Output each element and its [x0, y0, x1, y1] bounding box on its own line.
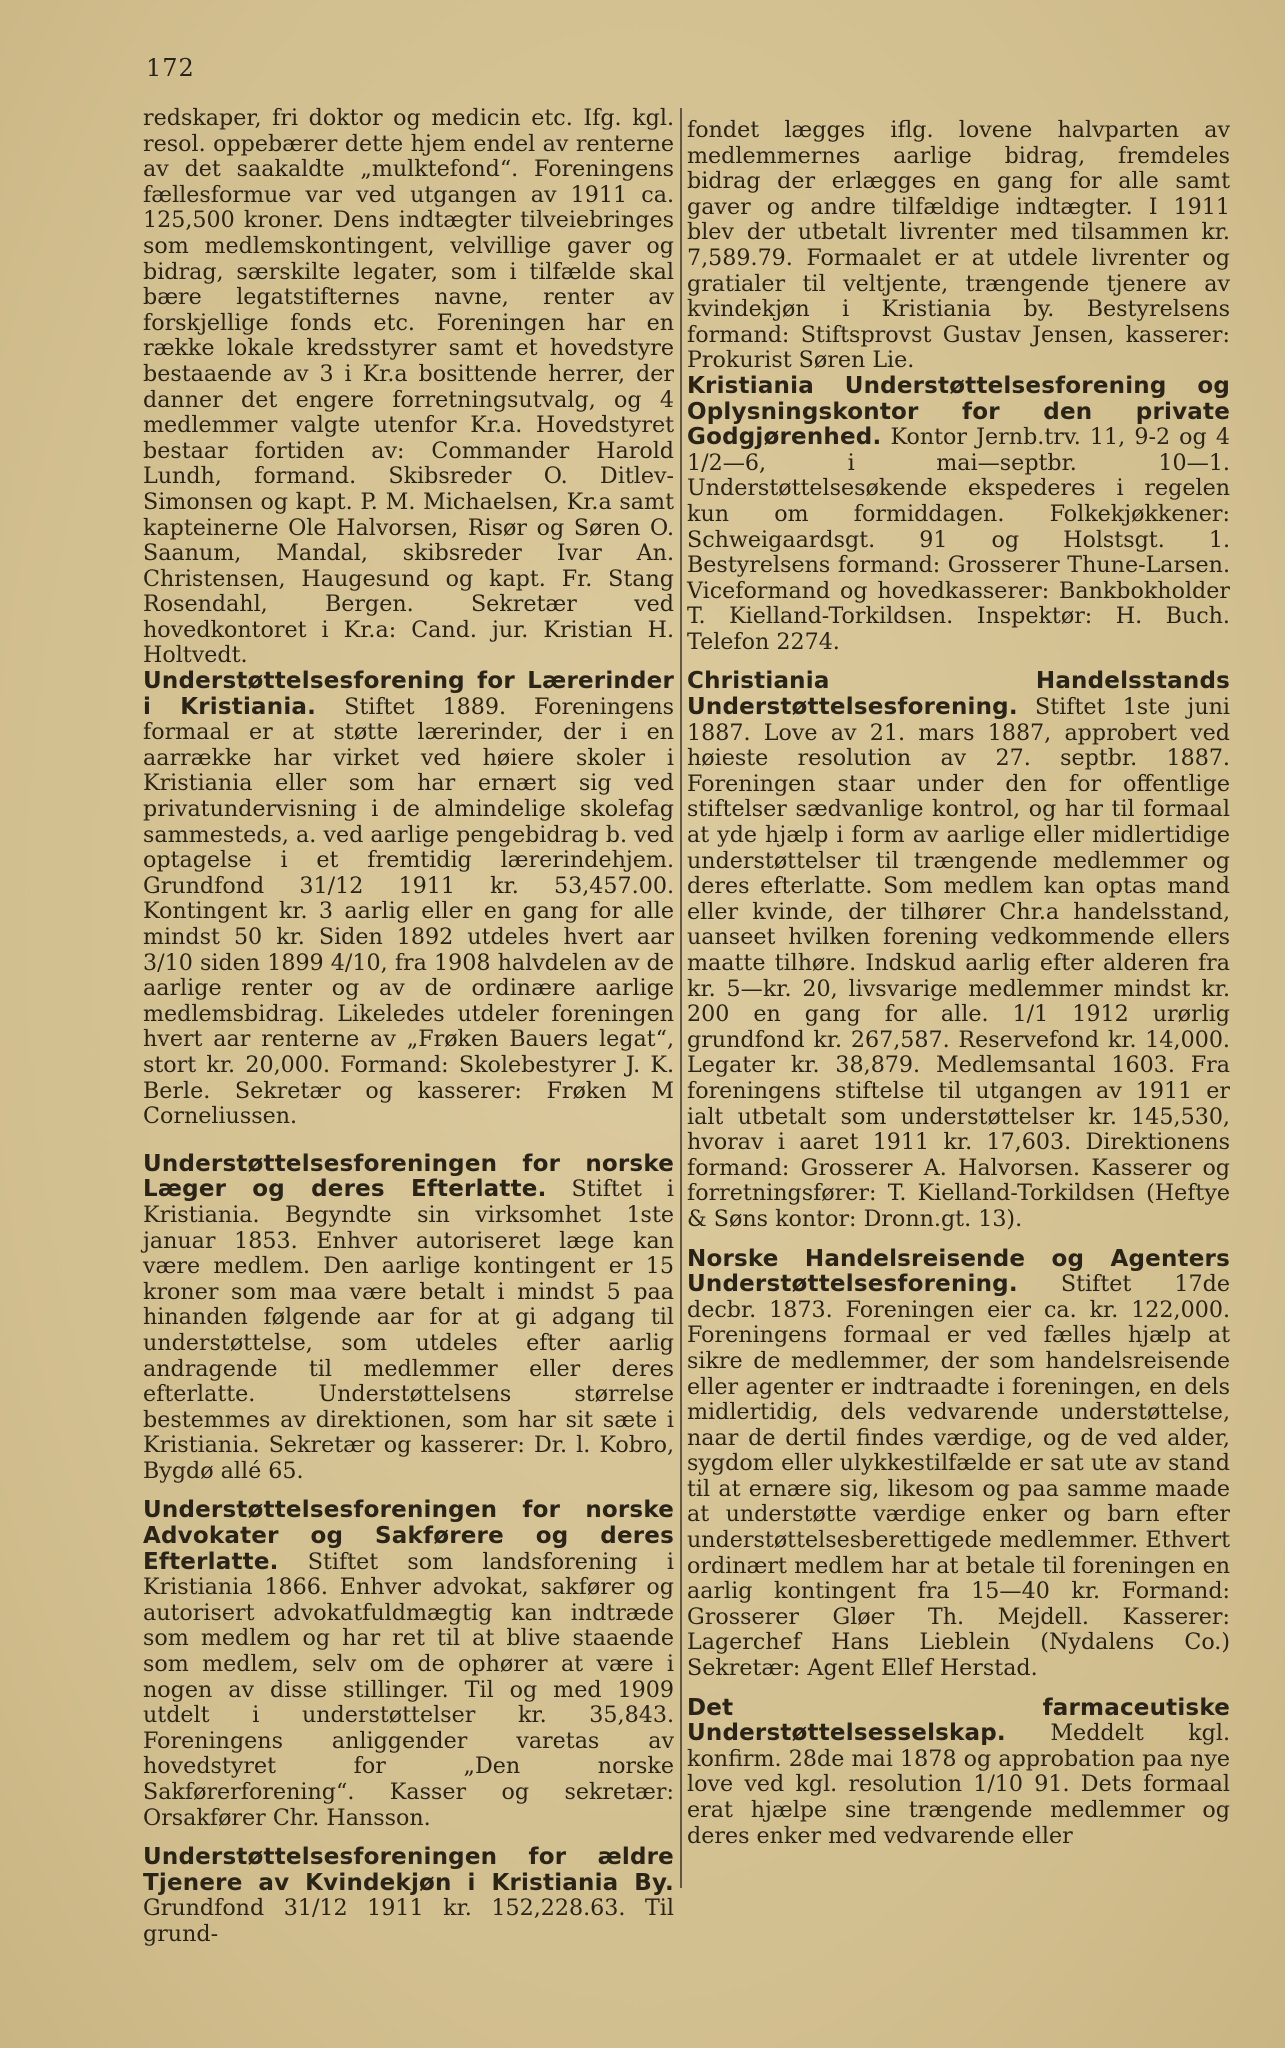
- left-column: [143, 106, 674, 1962]
- entry-laererinder: [143, 669, 674, 1130]
- page-number: 172: [146, 54, 195, 82]
- entry-title: Kristiania Understøttelsesforening og Oplysningskontor for den private Godgjørenhed.: [687, 372, 1230, 451]
- entry-title: Understøttelsesforeningen for norske Advokater og Sakførere og deres Efterlatte.: [143, 1497, 674, 1575]
- right-column: [687, 118, 1230, 1863]
- entry-title: Det farmaceutiske Understøttelsesselskap.: [687, 1694, 1230, 1747]
- entry-body: Stiftet 17de decbr. 1873. Foreningen eier ca. kr. 122,000. Foreningens formaal er ved fælles hjælp at sikre de medlemmer, der som handelsreisende eller agenter er indtraadte i foreningen, en dels midlertidig, dels vedvarende understøttelse, naar de dertil findes værdige, og de ved alder, sygdom eller ulykkestilfælde er sat ute av stand til at ernære sig, likesom og paa samme maade at understøtte værdige enker og barn efter understøttelsesberettigede medlemmer. Ethvert ordinært medlem har at betale til foreningen en aarlig kontingent fra 15—40 kr. Formand: Grosserer Gløer Th. Mejdell. Kasserer: Lagerchef Hans Lieblein (Nydalens Co.) Sekretær: Agent Ellef Herstad.: [687, 1271, 1230, 1682]
- continuation-text: fondet lægges iflg. lovene halvparten av medlemmernes aarlige bidrag, fremdeles bidrag der erlægges en gang for alle samt gaver og andre tilfældige indtægter. I 1911 blev der utbetalt livrenter med tilsammen kr. 7,589.79. Formaalet er at utdele livrenter og gratialer til veltjente, trængende tjenere av kvindekjøn i Kristiania by. Bestyrelsens formand: Stiftsprovst Gustav Jensen, kasserer: Prokurist Søren Lie.: [687, 117, 1230, 374]
- entry-title: Christiania Handelsstands Understøttelsesforening.: [687, 668, 1230, 721]
- entry-body: Kontor Jernb.trv. 11, 9-2 og 4 1/2—6, i mai—septbr. 10—1. Understøttelsesøkende ekspederes i regelen kun om formiddagen. Folkekjøkkener: Schweigaardsgt. 91 og Holstsgt. 1. Bestyrelsens formand: Grosserer Thune-Larsen. Viceformand og hovedkasserer: Bankbokholder T. Kielland-Torkildsen. Inspektør: H. Buch. Telefon 2274.: [687, 424, 1230, 655]
- entry-tjenere: [143, 1845, 674, 1947]
- entry-body: Meddelt kgl. konfirm. 28de mai 1878 og approbation paa nye love ved kgl. resolution 1/10 91. Dets formaal erat hjælpe sine trængende medlemmer og deres enker med vedvarende eller: [687, 1720, 1230, 1849]
- entry-handelsreisende: [687, 1247, 1230, 1682]
- continuation-text: redskaper, fri doktor og medicin etc. Ifg. kgl. resol. oppebærer dette hjem endel av renterne av det saakaldte „mulktefond“. Foreningens fællesformue var ved utgangen av 1911 ca. 125,500 kroner. Dens indtægter tilveiebringes som medlemskontingent, velvillige gaver og bidrag, særskilte legater, som i tilfælde skal bære legatstifternes navne, renter av forskjellige fonds etc. Foreningen har en række lokale kredsstyrer samt et hovedstyre bestaaende av 3 i Kr.a bosittende herrer, der danner det engere forretningsutvalg, og 4 medlemmer valgte utenfor Kr.a. Hovedstyret bestaar fortiden av: Commander Harold Lundh, formand. Skibsreder O. Ditlev-Simonsen og kapt. P. M. Michaelsen, Kr.a samt kapteinerne Ole Halvorsen, Risør og Søren O. Saanum, Mandal, skibsreder Ivar An. Christensen, Haugesund og kapt. Fr. Stang Rosendahl, Bergen. Sekretær ved hovedkontoret i Kr.a: Cand. jur. Kristian H. Holtvedt.: [143, 105, 674, 669]
- entry-body: Stiftet i Kristiania. Begyndte sin virksomhet 1ste januar 1853. Enhver autoriseret læge kan være medlem. Den aarlige kontingent er 15 kroner som maa være betalt i mindst 5 paa hinanden følgende aar for at gi adgang til understøttelse, som utdeles efter aarlig andragende til medlemmer eller deres efterlatte. Understøttelsens størrelse bestemmes av direktionen, som har sit sæte i Kristiania. Sekretær og kasserer: Dr. l. Kobro, Bygdø allé 65.: [143, 1176, 674, 1484]
- entry-body: Stiftet som landsforening i Kristiania 1866. Enhver advokat, sakfører og autorisert advokatfuldmægtig kan indtræde som medlem og har ret til at blive staaende som medlem, selv om de ophører at være i nogen av disse stillinger. Til og med 1909 utdelt i understøttelser kr. 35,843. Foreningens anliggender varetas av hovedstyret for „Den norske Sakførerforening“. Kasser og sekretær: Orsakfører Chr. Hansson.: [143, 1548, 674, 1831]
- entry-body: Stiftet 1889. Foreningens formaal er at støtte lærerinder, der i en aarrække har virket ved høiere skoler i Kristiania eller som har ernært sig ved privatundervisning i de almindelige skolefag sammesteds, a. ved aarlige pengebidrag b. ved optagelse i et fremtidig lærerindehjem. Grundfond 31/12 1911 kr. 53,457.00. Kontingent kr. 3 aarlig eller en gang for alle mindst 50 kr. Siden 1892 utdeles hvert aar 3/10 siden 1899 4/10, fra 1908 halvdelen av de aarlige renter og av de ordinære aarlige medlemsbidrag. Likeledes utdeler foreningen hvert aar renterne av „Frøken Bauers legat“, stort kr. 20,000. Formand: Skolebestyrer J. K. Berle. Sekretær og kasserer: Frøken M Corneliussen.: [143, 693, 674, 1130]
- entry-title: Understøttelsesforeningen for ældre Tjenere av Kvindekjøn i Kristiania By.: [143, 1844, 674, 1896]
- entry-handelsstand: [687, 669, 1230, 1232]
- column-divider: [680, 108, 682, 1888]
- entry-body: Stiftet 1ste juni 1887. Love av 21. mars 1887, approbert ved høieste resolution av 27. septbr. 1887. Foreningen staar under den for offentlige stiftelser sædvanlige kontrol, og har til formaal at yde hjælp i form av aarlige eller midlertidige understøttelser til trængende medlemmer og deres efterlatte. Som medlem kan optas mand eller kvinde, der tilhører Chr.a handelsstand, uanseet hvilken forening vedkommende ellers maatte tilhøre. Indskud aarlig efter alderen fra kr. 5—kr. 20, livsvarige medlemmer mindst kr. 200 en gang for alle. 1/1 1912 urørlig grundfond kr. 267,587. Reservefond kr. 14,000. Legater kr. 38,879. Medlemsantal 1603. Fra foreningens stiftelse til utgangen av 1911 er ialt utbetalt som understøttelser kr. 145,530, hvorav i aaret 1911 kr. 17,603. Direktionens formand: Grosserer A. Halvorsen. Kasserer og forretningsfører: T. Kielland-Torkildsen (Heftye & Søns kontor: Dronn.gt. 13).: [687, 694, 1230, 1232]
- entry-advokater: [143, 1498, 674, 1831]
- entry-laeger: [143, 1152, 674, 1485]
- entry-farmaceutiske: [687, 1696, 1230, 1850]
- entry-title: Understøttelsesforening for Lærerinder i Kristiania.: [143, 668, 674, 720]
- entry-body: Grundfond 31/12 1911 kr. 152,228.63. Til grund-: [143, 1895, 674, 1947]
- entry-godgjorenhed: [687, 374, 1230, 656]
- entry-title: Understøttelsesforeningen for norske Læger og deres Efterlatte.: [143, 1150, 674, 1203]
- entry-title: Norske Handelsreisende og Agenters Understøttelsesforening.: [687, 1245, 1230, 1298]
